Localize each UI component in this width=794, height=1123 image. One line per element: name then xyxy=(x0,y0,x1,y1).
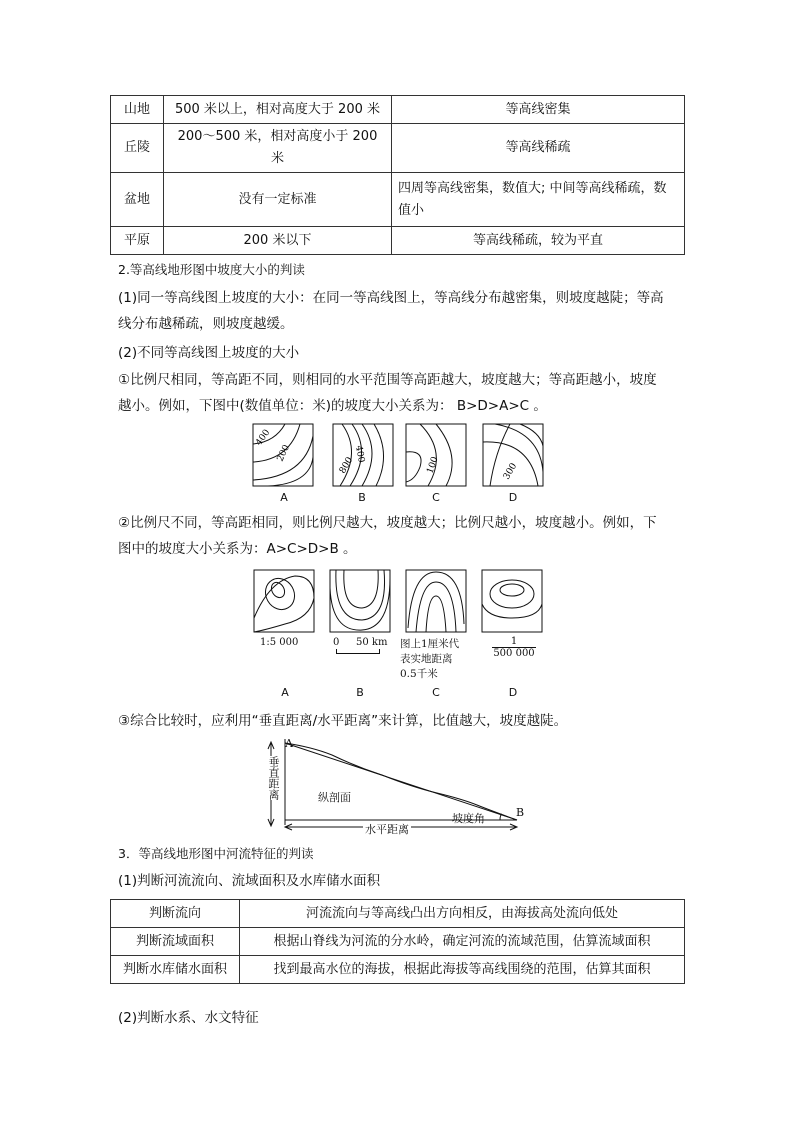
horizontal-distance-label: 水平距离 xyxy=(365,823,409,836)
contour-map-d xyxy=(483,424,543,486)
scale-bar xyxy=(336,649,380,654)
contour-figure-2 xyxy=(250,568,550,634)
scale-fraction xyxy=(492,636,536,659)
figure-label: B xyxy=(356,686,364,699)
contour-value: 400 xyxy=(254,427,273,448)
contour-value: 200 xyxy=(275,443,292,464)
paragraph: 图中的坡度大小关系为：A>C>D>B 。 xyxy=(118,541,357,557)
row-key: 判断水库储水面积 xyxy=(111,956,240,984)
contour-value: 100 xyxy=(425,455,441,476)
section-2-title: 2.等高线地形图中坡度大小的判读 xyxy=(118,262,305,277)
figure-label: A xyxy=(280,491,288,504)
scale-distance: 50 km xyxy=(356,637,388,648)
point-a: A xyxy=(285,737,293,750)
slope-profile-figure xyxy=(262,735,532,835)
paragraph: (1)判断河流流向、流域面积及水库储水面积 xyxy=(118,873,381,889)
contour-map-b xyxy=(330,570,390,632)
contour-figure-1 xyxy=(250,422,550,488)
vertical-distance-label: 垂直距离 xyxy=(267,756,280,800)
scale-numerator: 1 xyxy=(492,636,536,648)
figure-label: D xyxy=(508,686,518,699)
contour-map-d xyxy=(482,570,542,632)
table-row xyxy=(111,173,685,227)
landform-name: 丘陵 xyxy=(111,124,164,173)
scale-text-line: 表实地距离 xyxy=(400,653,453,665)
section-3-title: 3．等高线地形图中河流特征的判读 xyxy=(118,846,314,861)
paragraph: (2)判断水系、水文特征 xyxy=(118,1010,259,1026)
row-value: 河流流向与等高线凸出方向相反，由海拔高处流向低处 xyxy=(240,900,685,928)
slope-angle-label: 坡度角 xyxy=(452,812,485,825)
row-value: 根据山脊线为河流的分水岭，确定河流的流域范围，估算流域面积 xyxy=(240,928,685,956)
landform-name: 山地 xyxy=(111,96,164,124)
table-row xyxy=(111,928,685,956)
contour-map-c xyxy=(406,424,466,486)
landform-name: 盆地 xyxy=(111,173,164,227)
paragraph: 线分布越稀疏，则坡度越缓。 xyxy=(118,316,294,332)
scale-text-c xyxy=(400,637,459,682)
landform-height: 没有一定标准 xyxy=(164,173,392,227)
figure-label: A xyxy=(281,686,289,699)
row-key: 判断流域面积 xyxy=(111,928,240,956)
paragraph: (2)不同等高线图上坡度的大小 xyxy=(118,345,300,361)
contour-map-c xyxy=(406,570,466,632)
section-label: 纵剖面 xyxy=(318,791,351,804)
landform-height: 200 米以下 xyxy=(164,227,392,255)
table-row xyxy=(111,956,685,984)
contour-value: 400 xyxy=(353,444,366,464)
landform-feature: 等高线稀疏 xyxy=(392,124,685,173)
landform-feature: 等高线稀疏，较为平直 xyxy=(392,227,685,255)
landform-table xyxy=(110,95,685,255)
paragraph: ③综合比较时，应利用“垂直距离/水平距离”来计算，比值越大，坡度越陡。 xyxy=(118,713,568,729)
table-row xyxy=(111,900,685,928)
contour-map-a xyxy=(253,424,313,486)
figure-label: B xyxy=(358,491,366,504)
figure-label: C xyxy=(432,686,440,699)
figure-label: D xyxy=(508,491,518,504)
landform-feature: 等高线密集 xyxy=(392,96,685,124)
figure-label: C xyxy=(432,491,440,504)
scale-zero: 0 xyxy=(333,637,340,648)
row-value: 找到最高水位的海拔，根据此海拔等高线围绕的范围，估算其面积 xyxy=(240,956,685,984)
landform-feature: 四周等高线密集，数值大; 中间等高线稀疏，数值小 xyxy=(392,173,685,227)
paragraph: ①比例尺相同，等高距不同，则相同的水平范围等高距越大，坡度越大；等高距越小，坡度 xyxy=(118,372,657,388)
slope-line xyxy=(285,743,517,820)
point-b: B xyxy=(516,806,525,819)
table-row xyxy=(111,227,685,255)
landform-height: 500 米以上，相对高度大于 200 米 xyxy=(164,96,392,124)
scale-denominator: 500 000 xyxy=(493,648,535,659)
contour-value: 800 xyxy=(337,455,356,476)
table-row xyxy=(111,124,685,173)
paragraph: (1)同一等高线图上坡度的大小：在同一等高线图上，等高线分布越密集，则坡度越陡；等高 xyxy=(118,290,664,306)
river-table xyxy=(110,899,685,984)
scale-text-line: 图上1厘米代 xyxy=(400,638,460,650)
scale-label: 1:5 000 xyxy=(260,637,299,648)
paragraph: ②比例尺不同，等高距相同，则比例尺越大，坡度越大；比例尺越小，坡度越小。例如，下 xyxy=(118,515,657,531)
landform-name: 平原 xyxy=(111,227,164,255)
table-row xyxy=(111,96,685,124)
contour-map-a xyxy=(254,570,314,632)
row-key: 判断流向 xyxy=(111,900,240,928)
paragraph: 越小。例如，下图中(数值单位：米)的坡度大小关系为： B>D>A>C 。 xyxy=(118,398,547,414)
scale-text-line: 0.5千米 xyxy=(400,668,438,680)
contour-value: 300 xyxy=(501,461,520,482)
contour-map-b xyxy=(333,424,393,486)
landform-height: 200～500 米，相对高度小于 200 米 xyxy=(164,124,392,173)
